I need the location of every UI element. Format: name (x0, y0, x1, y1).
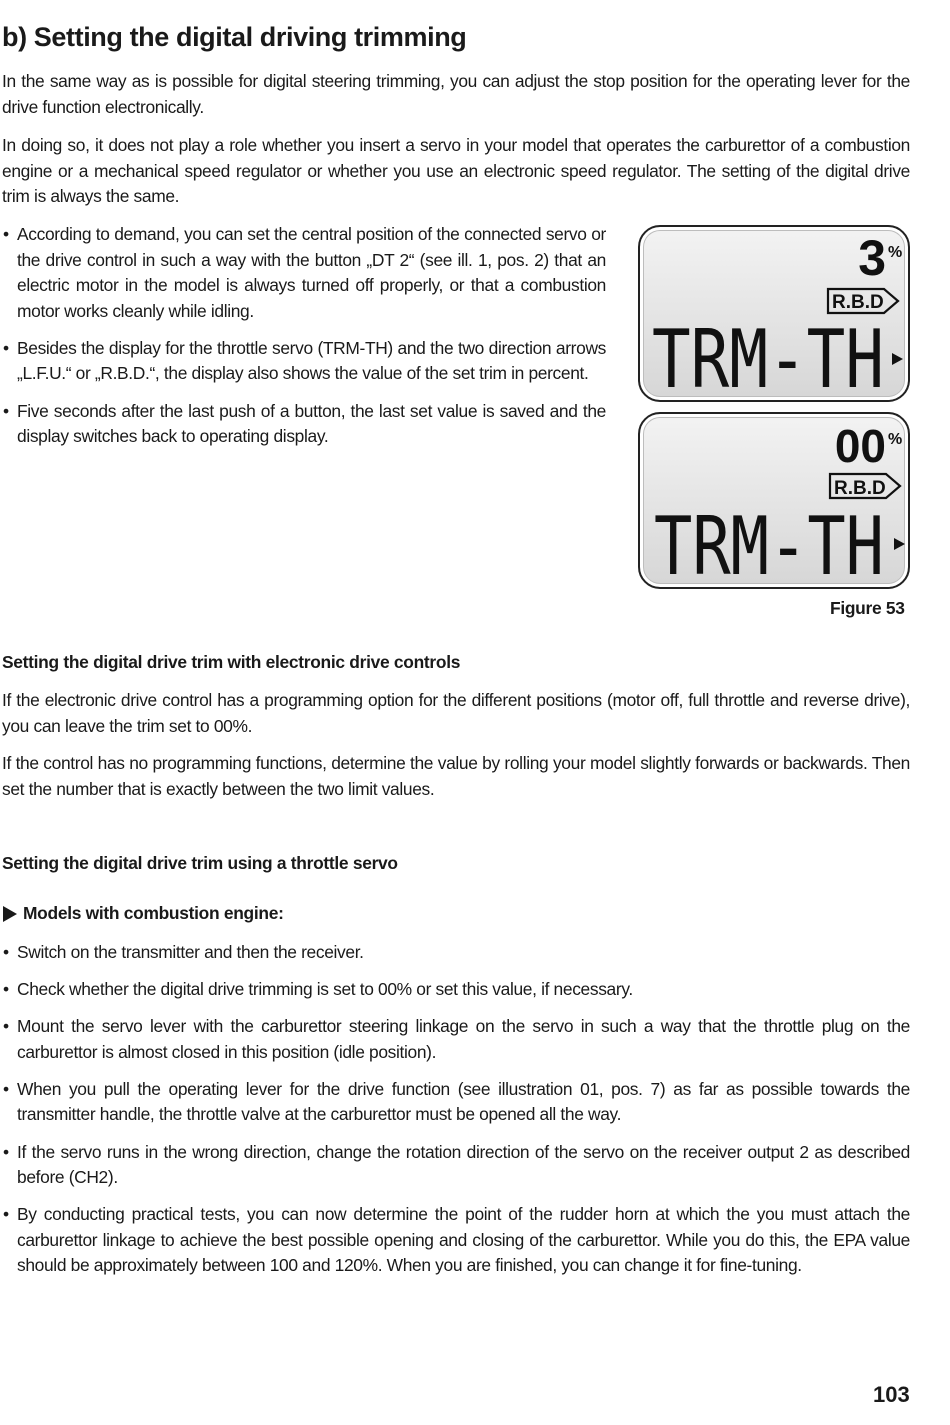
list-item: • According to demand, you can set the central position of the connected servo or the drive control in such a way with the button „DT 2“ (see ill. 1, pos. 2) that an electric motor in the model is always turned off properly, or that a combustion motor works cleanly while idling. (2, 222, 606, 324)
list-item: • Five seconds after the last push of a button, the last set value is saved and the display switches back to operating display. (2, 399, 606, 450)
lcd-direction: R.B.D (832, 292, 884, 313)
lcd-label: TRM-TH (652, 313, 884, 406)
list-item: • By conducting practical tests, you can now determine the point of the rudder horn at which the you must attach the carburettor linkage to achieve the best possible opening and closing of the carburettor. While you do this, the EPA value should be approximately between 100 and 120%. When you are finished, you can change it for fine-tuning. (2, 1202, 910, 1279)
combustion-subheading (3, 903, 284, 924)
throttle-bullet-list (2, 940, 910, 1291)
list-item: • Besides the display for the throttle servo (TRM-TH) and the two direction arrows „L.F.U.“ or „R.B.D.“, the display also shows the value of the set trim in percent. (2, 336, 606, 387)
electronic-heading: Setting the digital drive trim with electronic drive controls (2, 652, 461, 672)
section-title: b) Setting the digital driving trimming (2, 22, 467, 52)
lcd-percent-unit: % (888, 244, 903, 261)
list-item: • Switch on the transmitter and then the receiver. (2, 940, 910, 966)
play-triangle-icon (3, 906, 17, 922)
list-item: • If the servo runs in the wrong direction, change the rotation direction of the servo on the receiver output 2 as described before (CH2). (2, 1140, 910, 1191)
combustion-subheading-text: Models with combustion engine: (23, 903, 284, 923)
page-number: 103 (873, 1382, 910, 1407)
lcd-label: TRM-TH (654, 500, 884, 593)
electronic-paragraph-2: If the control has no programming functions, determine the value by rolling your model slightly forwards or backwards. Then set the number that is exactly between the two limit values. (2, 753, 910, 799)
trim-bullet-list (2, 222, 606, 461)
lcd-display-1 (638, 225, 910, 406)
list-item: • When you pull the operating lever for the drive function (see illustration 01, pos. 7) as far as possible towards the transmitter handle, the throttle valve at the carburettor must be opened all the way. (2, 1077, 910, 1128)
list-item: • Check whether the digital drive trimming is set to 00% or set this value, if necessary. (2, 977, 910, 1003)
intro-paragraph-1: In the same way as is possible for digital steering trimming, you can adjust the stop position for the operating lever for the drive function electronically. (2, 71, 910, 117)
pointer-arrow-icon (892, 353, 903, 365)
intro-paragraph-2: In doing so, it does not play a role whether you insert a servo in your model that operates the carburettor of a combustion engine or a mechanical speed regulator or whether you use an electronic speed regulator. The setting of the digital drive trim is always the same. (2, 135, 910, 207)
lcd-value: 3 (858, 230, 886, 286)
figure-caption: Figure 53 (830, 598, 905, 618)
throttle-heading: Setting the digital drive trim using a throttle servo (2, 853, 398, 873)
lcd-display-2-graphic (640, 414, 912, 591)
lcd-percent-unit: % (888, 431, 903, 448)
electronic-paragraph-1: If the electronic drive control has a programming option for the different positions (motor off, full throttle and reverse drive), you can leave the trim set to 00%. (2, 690, 910, 736)
lcd-value: 00 (834, 420, 886, 472)
list-item: • Mount the servo lever with the carburettor steering linkage on the servo in such a way that the throttle plug on the carburettor is almost closed in this position (idle position). (2, 1014, 910, 1065)
lcd-direction: R.B.D (834, 478, 886, 499)
pointer-arrow-icon (894, 538, 905, 550)
lcd-display-2 (638, 412, 910, 593)
lcd-display-1-graphic (640, 227, 912, 404)
